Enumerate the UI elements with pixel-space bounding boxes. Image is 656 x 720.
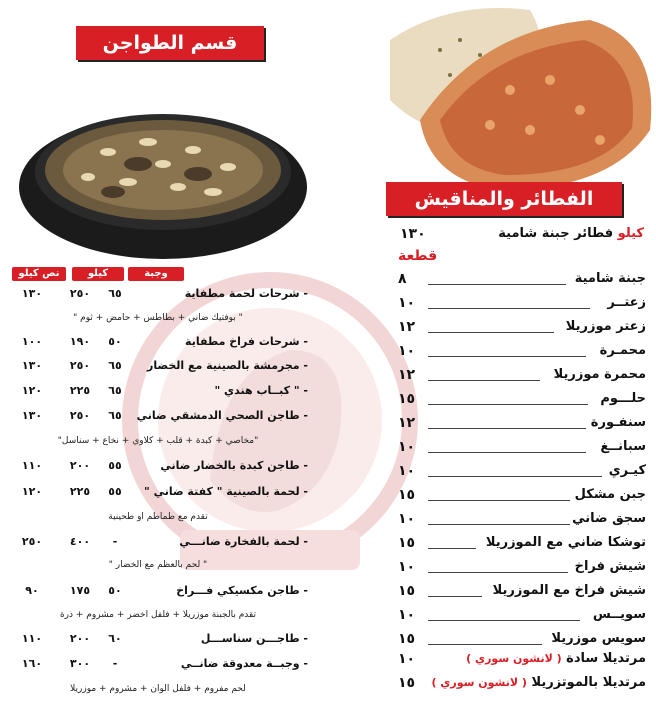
item-name [431,675,646,690]
tagine-item [8,459,308,477]
item-note: "مخاصي + كبدة + قلب + كلاوي + نخاع + سناسل" [57,436,259,446]
item-price: ١٠ [398,295,416,311]
leader-line [428,620,580,621]
item-price: ١٢ [398,319,416,335]
item-name: جبنة شامية [574,271,646,286]
price-meal: ٦٠ [108,632,122,645]
item-name: فطائر جبنة شامية [498,226,614,241]
leader-line [428,476,602,477]
header-meal: وجبة فاخرة [128,267,184,281]
item-name: - " كبــاب هندي " [214,384,308,397]
pie-item [394,487,646,509]
item-price: ١٠ [398,343,416,359]
price-half: ١٣٠ [21,409,43,422]
item-name: - لحمة بالفخارة ضانـــي [179,535,308,548]
item-name-main: مرتديلا بالموتزريلا [531,675,646,690]
pie-item [394,559,646,581]
price-meal: ٥٠ [108,584,122,597]
leader-line [428,548,476,549]
price-meal: - [112,657,118,670]
tagine-section-title: قسم الطواجن [76,26,264,60]
item-price: ١٥ [398,487,416,503]
item-name: شيش فراخ [574,559,646,574]
pie-item [394,463,646,485]
item-name: سبانــغ [600,439,646,454]
item-name: سويــس [592,607,646,622]
item-name: - طاجـــن سناســـل [200,632,308,645]
item-name: - طاجن مكسيكي فـــراخ [176,584,308,597]
pie-item [394,391,646,413]
price-kilo: ٣٠٠ [69,657,91,670]
pie-item [394,415,646,437]
leader-line [428,284,566,285]
price-meal: - [112,535,118,548]
price-half: ١٣٠ [21,359,43,372]
pie-item [394,607,646,629]
kilo-pie-item [498,226,644,241]
price-half: ١٢٠ [21,485,43,498]
leader-line [428,308,590,309]
tagine-item [8,409,308,427]
price-kilo: ٤٠٠ [69,535,91,548]
price-kilo: ٢٢٥ [69,384,91,397]
item-name: - شرحات لحمة مطفاية [184,287,308,300]
leader-line [428,428,586,429]
item-name: - طاجن كبدة بالخضار ضاني [160,459,308,472]
leader-line [428,524,570,525]
price-meal: ٦٥ [108,287,122,300]
item-name: - مجرمشة بالصينية مع الخضار [147,359,308,372]
price-half: ١٣٠ [21,287,43,300]
leader-line [428,404,588,405]
pie-item [394,343,646,365]
item-price: ١٥ [398,583,416,599]
item-price: ١٥ [398,675,416,691]
pie-item [394,651,646,673]
tagine-item [8,485,308,503]
kilo-pie-price: ١٣٠ [400,226,426,242]
item-price: ١٠ [398,439,416,455]
tagine-item [8,632,308,650]
item-name: - طاجن الصحي الدمشقي ضاني [136,409,308,422]
pie-item [394,295,646,317]
leader-line [428,332,554,333]
price-meal: ٦٥ [108,409,122,422]
price-half: ١٦٠ [21,657,43,670]
price-kilo: ٢٢٥ [69,485,91,498]
item-name-main: مرتديلا سادة [566,651,646,666]
item-name: جبن مشكل [574,487,646,502]
tagine-item [8,359,308,377]
item-note: تقدم مع طماطم او طحينية [108,512,208,522]
item-name: حلـــوم [600,391,646,406]
item-price: ١٠ [398,607,416,623]
item-name: توشكا ضاني مع الموزريلا [485,535,646,550]
header-kilo: كيلو [72,267,124,281]
leader-line [428,500,570,501]
tagine-item [8,384,308,402]
price-half: ١١٠ [21,459,43,472]
item-name-detail: ( لانشون سوري ) [466,652,562,665]
tagine-item [8,535,308,553]
price-meal: ٦٥ [108,359,122,372]
price-kilo: ١٩٠ [69,335,91,348]
item-note: تقدم بالجبنة موزريلا + فلفل اخضر + مشروم + ذرة [59,610,257,620]
tagine-dish-image [18,92,308,262]
item-name: محمـرة [599,343,646,358]
pie-item [394,631,646,653]
pie-section-title: الفطائر والمناقيش [386,182,622,216]
item-note: " لحم بالعظم مع الخضار " [108,560,208,570]
unit-piece: قطعة [398,248,438,264]
item-name: زعتــر [607,295,646,310]
leader-line [428,596,482,597]
item-name: - شرحات فراخ مطفاية [185,335,308,348]
item-name-detail: ( لانشون سوري ) [431,676,527,689]
pie-item [394,439,646,461]
price-meal: ٥٠ [108,335,122,348]
price-kilo: ٢٥٠ [69,359,91,372]
price-meal: ٦٥ [108,384,122,397]
price-kilo: ٢٥٠ [69,409,91,422]
item-name: شيش فراخ مع الموزريلا [492,583,646,598]
price-half: ١٢٠ [21,384,43,397]
pie-item [394,367,646,389]
item-price: ١٠ [398,511,416,527]
leader-line [428,380,540,381]
item-name [466,651,646,666]
item-price: ١٢ [398,415,416,431]
pies-manakish-image [360,0,656,200]
price-meal: ٥٥ [108,485,122,498]
pie-item [394,511,646,533]
item-price: ١٠ [398,651,416,667]
pie-item [394,319,646,341]
price-half: ١١٠ [21,632,43,645]
item-name: محمرة موزريلا [553,367,646,382]
item-name: سويس موزريلا [551,631,646,646]
price-kilo: ٢٥٠ [69,287,91,300]
tagine-item [8,335,308,353]
item-price: ١٥ [398,631,416,647]
price-kilo: ٢٠٠ [69,459,91,472]
item-note: لحم مفروم + فلفل الوان + مشروم + موزريلا [70,684,246,694]
price-half: ٢٥٠ [21,535,43,548]
tagine-item [8,657,308,675]
price-half: ١٠٠ [21,335,43,348]
leader-line [428,452,586,453]
tagine-item [8,287,308,305]
tagine-item [8,584,308,602]
price-half: ٩٠ [25,584,39,597]
item-name: زعتر موزريلا [565,319,646,334]
price-kilo: ٢٠٠ [69,632,91,645]
item-price: ١٥ [398,535,416,551]
price-kilo: ١٧٥ [69,584,91,597]
leader-line [428,572,568,573]
header-half-kilo: نص كيلو [12,267,66,281]
item-price: ١٠ [398,463,416,479]
price-meal: ٥٥ [108,459,122,472]
pie-item [394,583,646,605]
item-name: سجق ضاني [572,511,646,526]
item-name: - وجبــة معدوقة ضانــي [180,657,308,670]
item-price: ١٢ [398,367,416,383]
item-note: " بوفتيك ضاني + بطاطس + حامض + ثوم " [73,313,243,323]
pie-item [394,675,646,697]
item-price: ٨ [398,271,407,287]
pie-item [394,535,646,557]
item-name: - لحمة بالصينية " كفتة ضاني " [144,485,308,498]
unit-kilo: كيلو [617,226,644,241]
item-price: ١٠ [398,559,416,575]
leader-line [428,356,586,357]
item-name: كيـري [608,463,646,478]
item-name: سنفـورة [590,415,646,430]
pie-item [394,271,646,293]
item-price: ١٥ [398,391,416,407]
leader-line [428,644,542,645]
